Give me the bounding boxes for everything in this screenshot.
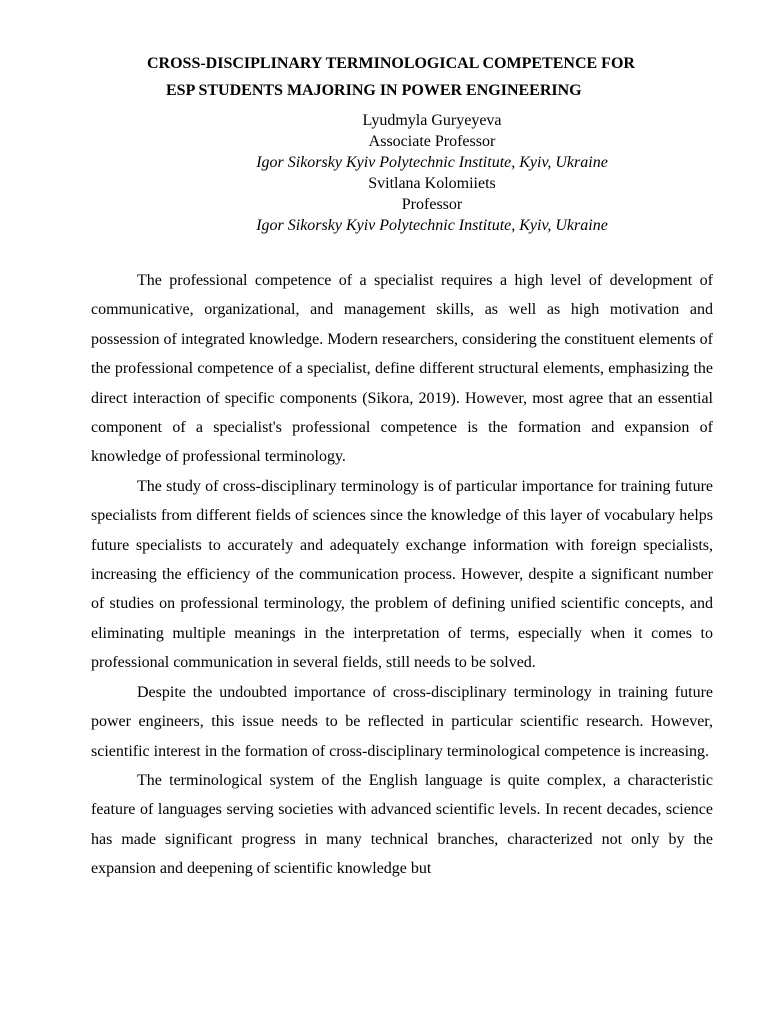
body-text: [91, 266, 713, 884]
author-position: Associate Professor: [368, 133, 496, 150]
paragraph: Despite the undoubted importance of cross-disciplinary terminology in training future power engineers, this issue needs to be reflected in particular scientific research. However, scientific interest in the formation of cross-disciplinary terminological competence is increasing.: [91, 683, 713, 760]
paper-title-line-2: ESP STUDENTS MAJORING IN POWER ENGINEERING: [166, 82, 582, 99]
author-name: Svitlana Kolomiiets: [368, 175, 496, 192]
document-page: [91, 50, 713, 884]
author-position: Professor: [401, 196, 463, 213]
paragraph: The professional competence of a specialist requires a high level of development of communicative, organizational, and management skills, as well as high motivation and possession of integrated knowledge. Modern researchers, considering the constituent elements of the professional competence of a specialist, define different structural elements, emphasizing the direct interaction of specific components (Sikora, 2019). However, most agree that an essential component of a specialist's professional competence is the formation and expansion of knowledge of professional terminology.: [91, 272, 713, 466]
author-affiliation: Igor Sikorsky Kyiv Polytechnic Institute, Kyiv, Ukraine: [256, 154, 608, 171]
author-name: Lyudmyla Guryeyeva: [362, 112, 502, 129]
paper-title-line-1: CROSS-DISCIPLINARY TERMINOLOGICAL COMPETENCE FOR: [147, 55, 635, 72]
paper-title: [91, 50, 713, 104]
author-affiliation: Igor Sikorsky Kyiv Polytechnic Institute, Kyiv, Ukraine: [256, 217, 608, 234]
paragraph: The terminological system of the English language is quite complex, a characteristic feature of languages serving societies with advanced scientific levels. In recent decades, science has made significant progress in many technical branches, characterized not only by the expansion and deepening of scientific knowledge but: [91, 771, 713, 878]
paragraph: The study of cross-disciplinary terminology is of particular importance for training future specialists from different fields of sciences since the knowledge of this layer of vocabulary helps future specialists to accurately and adequately exchange information with foreign specialists, increasing the efficiency of the communication process. However, despite a significant number of studies on professional terminology, the problem of defining unified scientific concepts, and eliminating multiple meanings in the interpretation of terms, especially when it comes to professional communication in several fields, still needs to be solved.: [91, 477, 713, 672]
author-block: [91, 110, 713, 236]
